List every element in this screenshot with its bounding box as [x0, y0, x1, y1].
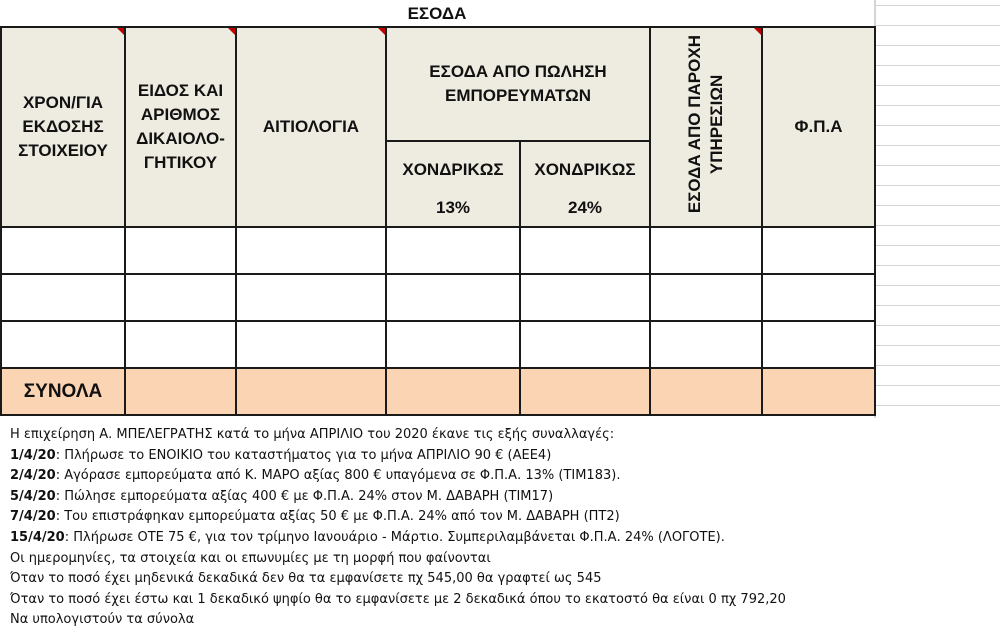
transaction-date: 7/4/20 — [10, 509, 56, 525]
notes-intro: Η επιχείρηση Α. ΜΠΕΛΕΓΡΑΤΗΣ κατά το μήνα ΑΠΡΙΛΙΟ του 2020 έκανε τις εξής συναλλαγές: — [10, 427, 615, 442]
rule-line: Να υπολογιστούν τα σύνολα — [10, 612, 195, 628]
header-doc-line2: ΑΡΙΘΜΟΣ — [140, 105, 221, 124]
transaction-text: : Πλήρωσε ΟΤΕ 75 €, για τον τρίμηνο Ιανουάριο - Μάρτιο. Συμπεριλαμβάνεται Φ.Π.Α. 24% (ΛΟΓΟΤΕ). — [64, 529, 725, 545]
header-w24-rate: 24% — [567, 198, 603, 217]
cell-date[interactable] — [1, 227, 125, 274]
cell-vat[interactable] — [762, 321, 875, 368]
cell-services[interactable] — [650, 227, 762, 274]
header-date-line1: ΧΡΟΝ/ΓΙΑ — [22, 93, 104, 112]
rule-line: Όταν το ποσό έχει έστω και 1 δεκαδικό ψηφίο θα το εμφανίσετε με 2 δεκαδικά όπου το εκατοστό θα είναι 0 πχ 792,20 — [10, 591, 786, 607]
header-w24-label: ΧΟΝΔΡΙΚΩΣ — [534, 160, 636, 179]
table-row — [1, 227, 875, 274]
income-ledger-table — [0, 26, 876, 416]
header-sales-line2: ΕΜΠΟΡΕΥΜΑΤΩΝ — [444, 86, 592, 105]
transaction-line — [10, 466, 995, 487]
transaction-text: : Αγόρασε εμπορεύματα από Κ. ΜΑΡΟ αξίας 800 € υπαγόμενα σε Φ.Π.Α. 13% (ΤΙΜ183). — [55, 468, 621, 484]
cell-w13[interactable] — [386, 274, 520, 321]
totals-cell-reason[interactable] — [236, 368, 386, 415]
cell-w24[interactable] — [520, 274, 650, 321]
transaction-date: 15/4/20 — [10, 529, 65, 545]
cell-w24[interactable] — [520, 321, 650, 368]
cell-w24[interactable] — [520, 227, 650, 274]
cell-date[interactable] — [1, 321, 125, 368]
header-services-line1: ΕΣΟΔΑ ΑΠΟ ΠΑΡΟΧΗ — [685, 35, 704, 214]
transaction-date: 1/4/20 — [10, 447, 56, 463]
header-vat[interactable] — [762, 27, 875, 227]
totals-cell-vat[interactable] — [762, 368, 875, 415]
rule-line: Οι ημερομηνίες, τα στοιχεία και οι επωνυμίες με τη μορφή που φαίνονται — [10, 550, 491, 566]
header-doc-line1: ΕΙΔΟΣ ΚΑΙ — [137, 81, 224, 100]
header-w13-rate: 13% — [435, 198, 471, 217]
table-row — [1, 321, 875, 368]
header-services[interactable] — [650, 27, 762, 227]
table-row — [1, 274, 875, 321]
transaction-text: : Πλήρωσε το ΕΝΟΙΚΙΟ του καταστήματος για το μήνα ΑΠΡΙΛΙΟ 90 € (ΑΕΕ4) — [55, 447, 552, 463]
cell-doc[interactable] — [125, 227, 236, 274]
header-doc-line3: ΔΙΚΑΙΟΛΟ- — [136, 129, 225, 148]
transaction-line — [10, 507, 995, 528]
cell-doc[interactable] — [125, 274, 236, 321]
totals-row — [1, 368, 875, 415]
totals-cell-w13[interactable] — [386, 368, 520, 415]
header-date-line2: ΕΚΔΟΣΗΣ — [22, 117, 104, 136]
transaction-date: 2/4/20 — [10, 468, 56, 484]
header-date[interactable] — [1, 27, 125, 227]
totals-label[interactable]: ΣΥΝΟΛΑ — [1, 368, 125, 415]
rule-line: Όταν το ποσό έχει μηδενικά δεκαδικά δεν θα τα εμφανίσετε πχ 545,00 θα γραφτεί ως 545 — [10, 571, 602, 587]
totals-cell-services[interactable] — [650, 368, 762, 415]
header-w13-label: ΧΟΝΔΡΙΚΩΣ — [402, 160, 504, 179]
cell-vat[interactable] — [762, 274, 875, 321]
transaction-line — [10, 487, 995, 508]
totals-cell-doc[interactable] — [125, 368, 236, 415]
header-wholesale-24[interactable] — [520, 141, 650, 227]
header-reason-label: ΑΙΤΙΟΛΟΓΙΑ — [262, 117, 360, 136]
transaction-text: : Του επιστράφηκαν εμπορεύματα αξίας 50 € με Φ.Π.Α. 24% από τον Μ. ΔΑΒΑΡΗ (ΠΤ2) — [55, 509, 620, 525]
cell-w13[interactable] — [386, 321, 520, 368]
cell-reason[interactable] — [236, 274, 386, 321]
header-wholesale-13[interactable] — [386, 141, 520, 227]
cell-services[interactable] — [650, 274, 762, 321]
sheet-title: ΕΣΟΔΑ — [407, 4, 467, 23]
instructions-text-box[interactable] — [10, 425, 995, 631]
cell-vat[interactable] — [762, 227, 875, 274]
transaction-line — [10, 446, 995, 467]
header-sales-line1: ΕΣΟΔΑ ΑΠΟ ΠΩΛΗΣΗ — [429, 62, 607, 81]
cell-services[interactable] — [650, 321, 762, 368]
cell-doc[interactable] — [125, 321, 236, 368]
header-document[interactable] — [125, 27, 236, 227]
header-reason[interactable] — [236, 27, 386, 227]
cell-w13[interactable] — [386, 227, 520, 274]
totals-cell-w24[interactable] — [520, 368, 650, 415]
cell-date[interactable] — [1, 274, 125, 321]
cell-reason[interactable] — [236, 321, 386, 368]
cell-reason[interactable] — [236, 227, 386, 274]
header-sales-group[interactable] — [386, 27, 650, 141]
header-date-line3: ΣΤΟΙΧΕΙΟΥ — [18, 141, 108, 160]
spreadsheet-grid — [874, 0, 1000, 418]
header-vat-label: Φ.Π.Α — [794, 117, 843, 136]
transaction-date: 5/4/20 — [10, 488, 56, 504]
header-services-line2: ΥΠΗΡΕΣΙΩΝ — [707, 74, 726, 175]
transaction-line — [10, 528, 995, 549]
header-doc-line4: ΓΗΤΙΚΟΥ — [143, 153, 218, 172]
transaction-text: : Πώλησε εμπορεύματα αξίας 400 € με Φ.Π.Α. 24% στον Μ. ΔΑΒΑΡΗ (ΤΙΜ17) — [55, 488, 554, 504]
